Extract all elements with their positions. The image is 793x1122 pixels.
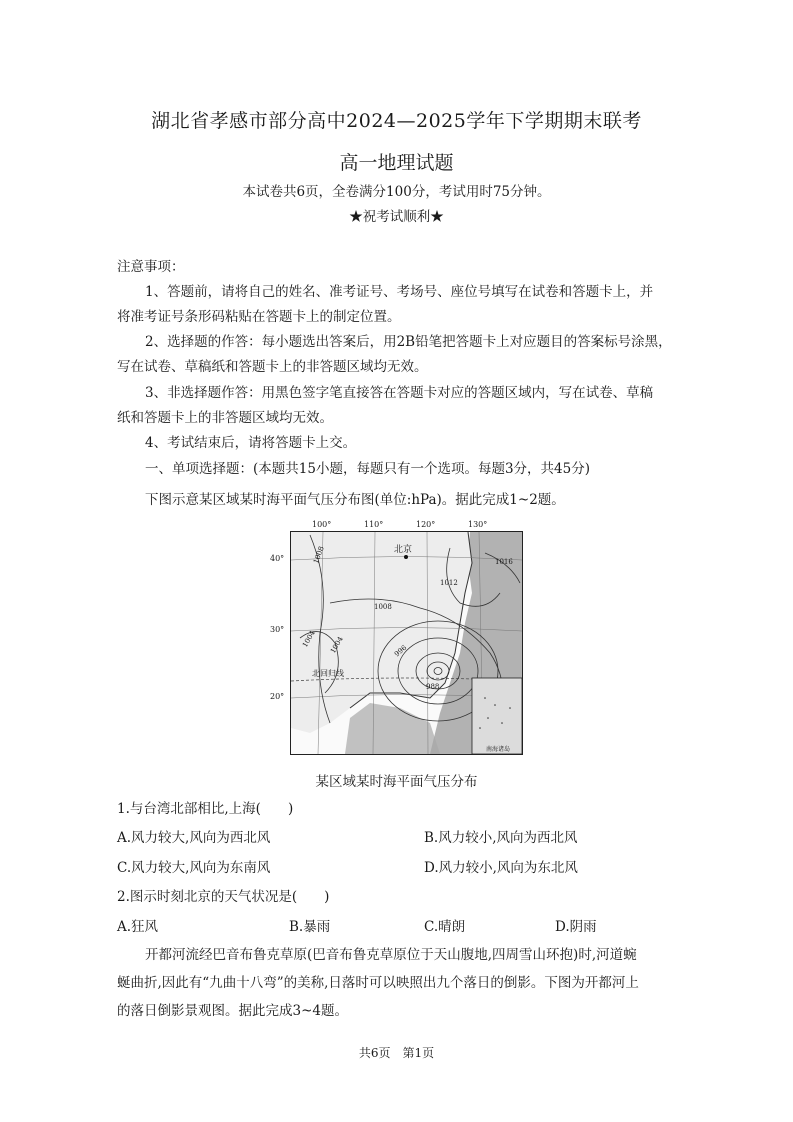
lat-label: 40°	[270, 554, 285, 563]
map-caption: 某区域某时海平面气压分布	[315, 774, 478, 790]
lat-label: 30°	[270, 625, 285, 634]
question-1-option-d: D.风力较小,风向为东北风	[424, 860, 578, 876]
notice-item3-line1: 3、非选择题作答：用黑色签字笔直接答在答题卡对应的答题区域内，写在试卷、草稿	[145, 385, 654, 401]
page-footer: 共6页 第1页	[358, 1046, 435, 1060]
notice-item4: 4、考试结束后，请将答题卡上交。	[145, 435, 357, 451]
exam-title: 湖北省孝感市部分高中2024—2025学年下学期期末联考	[151, 110, 642, 132]
question-2-stem: 2.图示时刻北京的天气状况是( )	[117, 889, 330, 905]
notice-item1-line1: 1、答题前，请将自己的姓名、准考证号、考场号、座位号填写在试卷和答题卡上，并	[145, 284, 654, 300]
exam-info: 本试卷共6页，全卷满分100分，考试用时75分钟。	[242, 184, 551, 200]
question-2-option-d: D.阴雨	[555, 919, 597, 935]
lon-label: 100°	[312, 520, 332, 529]
isobar-label: 1016	[495, 558, 513, 566]
question-1-stem: 1.与台湾北部相比,上海( )	[117, 801, 294, 817]
lon-label: 110°	[364, 520, 384, 529]
exam-wish: ★祝考试顺利★	[349, 209, 444, 225]
isobar-label: 1008	[312, 545, 326, 565]
isobar-label: 1004	[300, 629, 317, 649]
question-1-option-b: B.风力较小,风向为西北风	[424, 830, 578, 846]
lon-label: 120°	[416, 520, 436, 529]
section1-intro: 下图示意某区域某时海平面气压分布图(单位:hPa)。据此完成1~2题。	[145, 492, 565, 508]
passage-line2: 蜒曲折,因此有“九曲十八弯”的美称,日落时可以映照出九个落日的倒影。下图为开都河上	[117, 975, 639, 991]
lat-label: 20°	[270, 692, 285, 701]
passage-line1: 开都河流经巴音布鲁克草原(巴音布鲁克草原位于天山腹地,四周雪山环抱)时,河道蜿	[145, 947, 637, 963]
question-2-option-c: C.晴朗	[424, 919, 466, 935]
pressure-map	[270, 520, 523, 755]
notice-item2-line2: 写在试卷、草稿纸和答题卡上的非答题区域均无效。	[117, 359, 428, 375]
notice-item2-line1: 2、选择题的作答：每小题选出答案后，用2B铅笔把答题卡上对应题目的答案标号涂黑，	[145, 334, 672, 350]
question-1-option-a: A.风力较大,风向为西北风	[117, 830, 271, 846]
question-2-option-a: A.狂风	[117, 919, 159, 935]
notice-item1-line2: 将准考证号条形码粘贴在答题卡上的制定位置。	[117, 309, 401, 325]
section1-heading: 一、单项选择题：(本题共15小题，每题只有一个选项。每题3分，共45分)	[145, 461, 590, 477]
isobar-label: 1004	[328, 635, 345, 655]
isobar-label: 1012	[440, 579, 458, 587]
isobar-label: 988	[426, 683, 440, 691]
isobar-label: 1008	[374, 603, 392, 611]
exam-subtitle: 高一地理试题	[339, 152, 454, 174]
isobar-label: 996	[392, 643, 409, 659]
notice-heading: 注意事项：	[117, 259, 185, 275]
question-2-option-b: B.暴雨	[289, 919, 331, 935]
lon-label: 130°	[468, 520, 488, 529]
city-label: 北京	[394, 545, 413, 555]
tropic-label: 北回归线	[312, 669, 344, 678]
beijing-marker	[404, 555, 408, 559]
inset-label: 南海诸岛	[486, 746, 511, 753]
passage-line3: 的落日倒影景观图。据此完成3~4题。	[117, 1003, 348, 1019]
notice-item3-line2: 纸和答题卡上的非答题区域均无效。	[117, 410, 333, 426]
question-1-option-c: C.风力较大,风向为东南风	[117, 860, 271, 876]
